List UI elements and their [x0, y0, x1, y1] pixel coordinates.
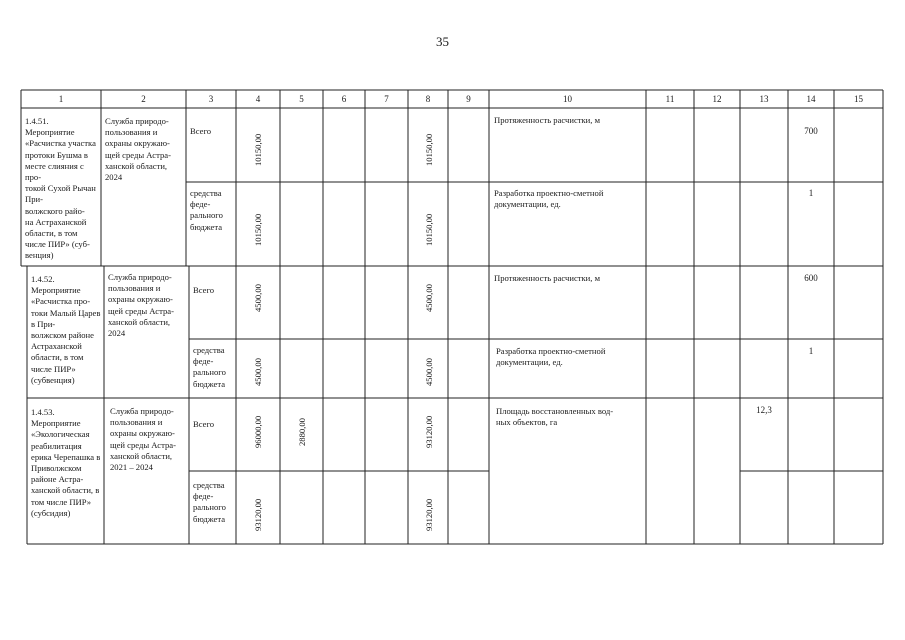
col-header-10: 10: [563, 94, 572, 104]
indicator-design: Разработка проектно-сметной документации, ед.: [494, 188, 604, 210]
source-total: Всего: [193, 285, 215, 295]
col5-total-value: 2880,00: [297, 418, 307, 446]
measure-name: Мероприятие «Экологическая реабилитация ерика Черепашка в Приволжском районе Астра- ханской области, в том числе ПИР» (субсидия): [31, 418, 101, 518]
executor-cell: Служба природо- пользования и охраны окружаю- щей среды Астра- ханской области, 2021 – 2024: [110, 406, 176, 473]
measure-name: Мероприятие «Расчистка про- токи Малый Царев в При- волжском районе Астраханской области, в том числе ПИР» (субвенция): [31, 285, 101, 385]
source-federal: средства феде- рального бюджета: [193, 345, 226, 389]
col-header-6: 6: [341, 94, 347, 104]
col-header-15: 15: [854, 94, 863, 104]
indicator-length-value: 600: [804, 273, 818, 283]
col8-federal-value: 4500,00: [424, 358, 434, 386]
col-header-5: 5: [299, 94, 304, 104]
row-id-name: [22, 114, 101, 266]
executor-cell: Служба природо- пользования и охраны окружаю- щей среды Астра- ханской области, 2024: [105, 116, 171, 183]
col4-federal-value: 4500,00: [253, 358, 263, 386]
indicator-area: Площадь восстановленных вод- ных объектов, га: [496, 406, 614, 428]
col-header-13: 13: [759, 94, 769, 104]
col-header-9: 9: [466, 94, 471, 104]
col-header-3: 3: [208, 94, 214, 104]
executor-cell: Служба природо- пользования и охраны окружаю- щей среды Астра- ханской области, 2024: [108, 272, 174, 339]
col4-total-value: 96000,00: [253, 415, 263, 448]
col4-total-value: 10150,00: [253, 133, 263, 166]
page-number: 35: [436, 34, 449, 49]
source-total: Всего: [190, 126, 212, 136]
indicator-length: Протяженность расчистки, м: [494, 273, 601, 283]
indicator-area-value: 12,3: [756, 405, 772, 415]
col-header-14: 14: [806, 94, 816, 104]
indicator-design-value: 1: [808, 346, 814, 356]
col4-federal-value: 10150,00: [253, 213, 263, 246]
source-federal: средства феде- рального бюджета: [193, 480, 226, 524]
col8-federal-value: 93120,00: [424, 498, 434, 531]
col8-total-value: 4500,00: [424, 284, 434, 312]
measure-name: Мероприятие «Расчистка участка протоки Бушма в месте слияния с про- токой Сухой Рычан При- волжского райо- на Астраханской области, в том числе ПИР» (суб- венция): [25, 127, 96, 261]
col-header-7: 7: [384, 94, 389, 104]
measure-id: 1.4.53.: [31, 407, 55, 417]
row-id-name: [28, 405, 104, 544]
indicator-design: Разработка проектно-сметной документации, ед.: [496, 346, 606, 368]
indicator-length-value: 700: [804, 126, 818, 136]
source-federal: средства феде- рального бюджета: [190, 188, 223, 232]
col-header-8: 8: [425, 94, 431, 104]
measure-id: 1.4.51.: [25, 116, 49, 126]
col-header-11: 11: [665, 94, 675, 104]
col8-total-value: 10150,00: [424, 133, 434, 166]
indicator-length: Протяженность расчистки, м: [494, 115, 601, 125]
col-header-2: 2: [141, 94, 146, 104]
indicator-design-value: 1: [808, 188, 814, 198]
col-header-12: 12: [712, 94, 722, 104]
source-total: Всего: [193, 419, 215, 429]
measure-id: 1.4.52.: [31, 274, 55, 284]
col-header-4: 4: [255, 94, 261, 104]
col4-federal-value: 93120,00: [253, 498, 263, 531]
row-id-name: [28, 272, 104, 398]
col8-federal-value: 10150,00: [424, 213, 434, 246]
col4-total-value: 4500,00: [253, 284, 263, 312]
col8-total-value: 93120,00: [424, 415, 434, 448]
col-header-1: 1: [58, 94, 64, 104]
